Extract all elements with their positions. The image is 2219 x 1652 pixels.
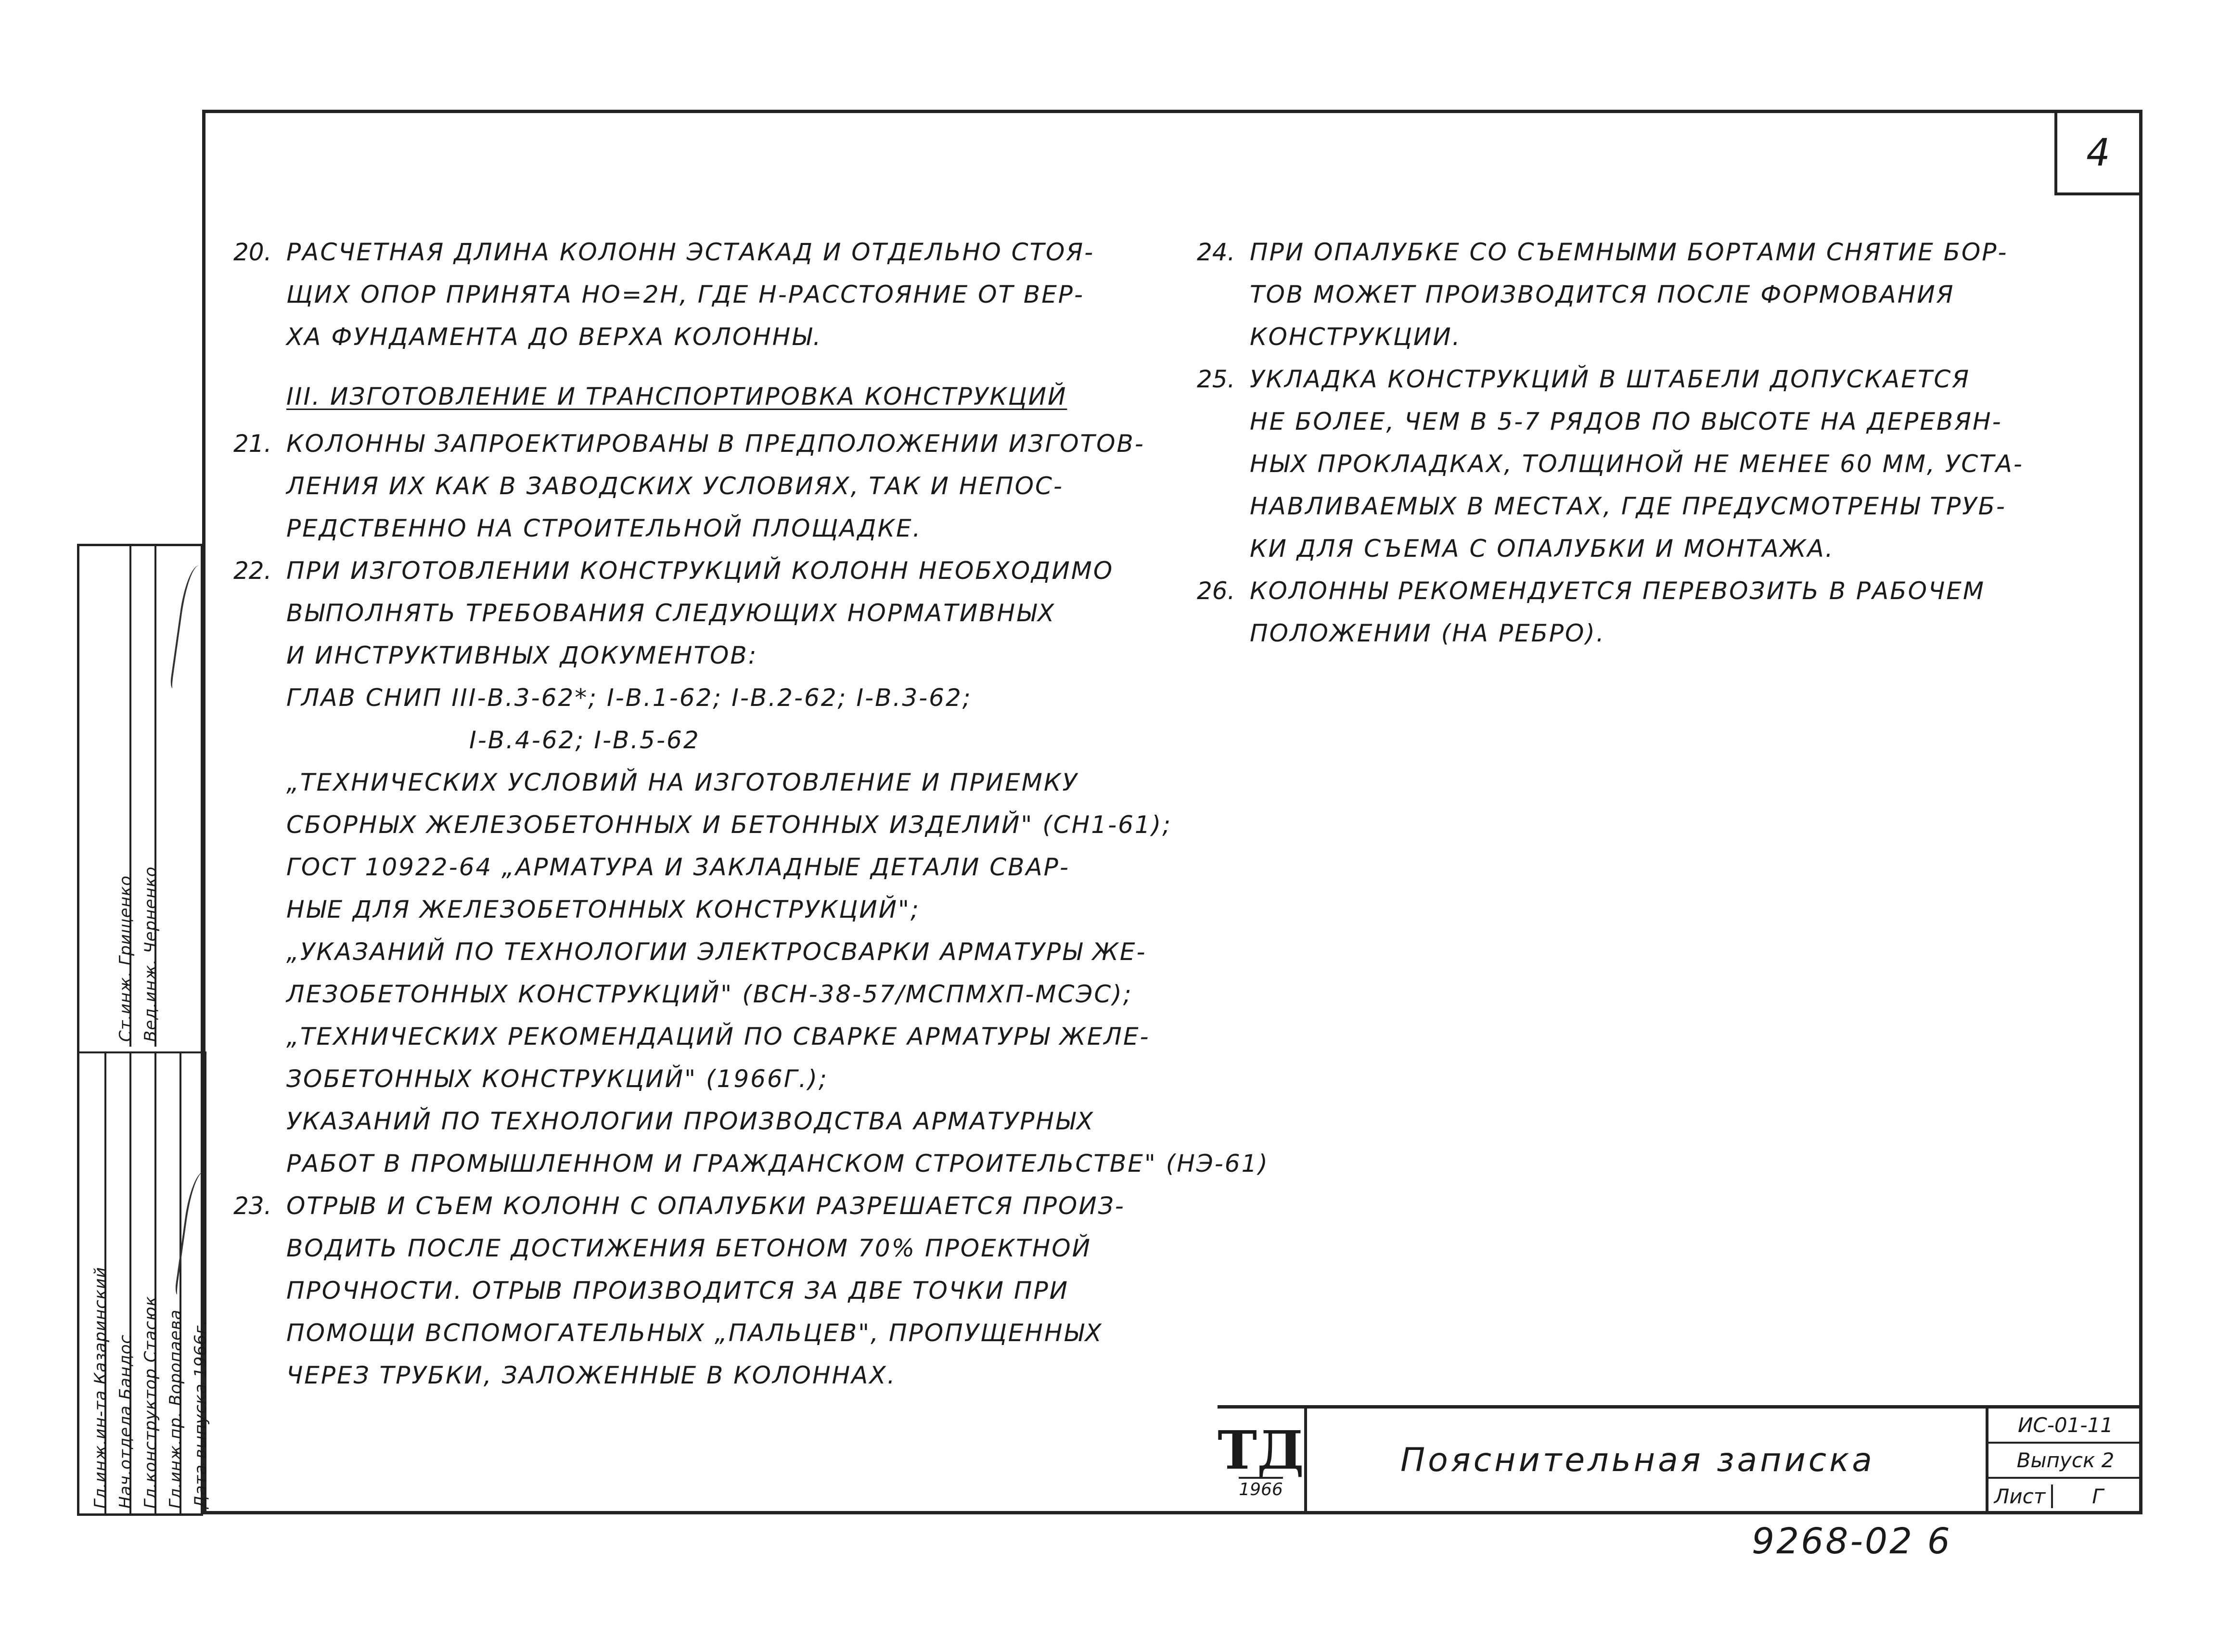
item-body — [1250, 231, 2111, 358]
text-line: КОЛОННЫ РЕКОМЕНДУЕТСЯ ПЕРЕВОЗИТЬ В РАБОЧЕМ — [1250, 577, 1985, 605]
text-line: КОНСТРУКЦИИ. — [1250, 323, 1462, 351]
text-line: СБОРНЫХ ЖЕЛЕЗОБЕТОННЫХ И БЕТОННЫХ ИЗДЕЛИЙ" (СН1-61); — [286, 811, 1172, 839]
text-line: ПРИ ИЗГОТОВЛЕНИИ КОНСТРУКЦИЙ КОЛОНН НЕОБХОДИМО — [286, 557, 1114, 585]
stamp-text: Вед.инж. Черненко — [141, 866, 160, 1042]
item-number: 21. — [233, 430, 272, 458]
paragraph-item — [233, 231, 1196, 358]
item-number: 23. — [233, 1192, 272, 1220]
sheet-row — [1988, 1479, 2142, 1514]
item-number: 24. — [1197, 238, 1235, 266]
paragraph-item — [233, 1185, 1196, 1396]
logo-mark: ТД — [1218, 1419, 1304, 1481]
stamp-text: Гл.инж.ин-та Казаринский — [91, 1267, 110, 1509]
stamp-text: Ст.инж. Грищенко — [116, 875, 135, 1042]
item-body — [286, 550, 1269, 1185]
publisher-logo — [1218, 1409, 1307, 1514]
sheet-title: Пояснительная записка — [1400, 1441, 1875, 1479]
stamp-column — [129, 1051, 160, 1513]
stamp-column — [79, 1051, 110, 1513]
text-line: ПОЛОЖЕНИИ (НА РЕБРО). — [1250, 619, 1605, 647]
document-number: 9268-02 6 — [1752, 1521, 1952, 1562]
drawing-frame — [202, 110, 2142, 1514]
right-items — [1197, 231, 2111, 654]
stamp-column-upper — [129, 546, 160, 1047]
stamp-text: Гл.конструктор Стасюк — [141, 1295, 160, 1509]
text-line: И ИНСТРУКТИВНЫХ ДОКУМЕНТОВ: — [286, 641, 758, 669]
text-line: ЗОБЕТОННЫХ КОНСТРУКЦИЙ" (1966Г.); — [286, 1065, 828, 1093]
paragraph-item — [1197, 570, 2111, 654]
paragraph-item — [233, 423, 1196, 550]
paragraph-item — [1197, 358, 2111, 570]
text-line: РАСЧЕТНАЯ ДЛИНА КОЛОНН ЭСТАКАД И ОТДЕЛЬНО СТОЯ- — [286, 238, 1095, 266]
text-line: ОТРЫВ И СЪЕМ КОЛОНН С ОПАЛУБКИ РАЗРЕШАЕТСЯ ПРОИЗ- — [286, 1192, 1125, 1220]
item-number: 20. — [233, 238, 272, 266]
text-line: ЧЕРЕЗ ТРУБКИ, ЗАЛОЖЕННЫЕ В КОЛОННАХ. — [286, 1361, 897, 1389]
text-line: ПРИ ОПАЛУБКЕ СО СЪЕМНЫМИ БОРТАМИ СНЯТИЕ БОР- — [1250, 238, 2008, 266]
text-line: ГОСТ 10922-64 „АРМАТУРА И ЗАКЛАДНЫЕ ДЕТАЛИ СВАР- — [286, 853, 1070, 881]
text-line: ПОМОЩИ ВСПОМОГАТЕЛЬНЫХ „ПАЛЬЦЕВ", ПРОПУЩЕННЫХ — [286, 1319, 1103, 1347]
item-body — [1250, 358, 2111, 570]
stamp-divider — [79, 1051, 201, 1053]
text-line: ВЫПОЛНЯТЬ ТРЕБОВАНИЯ СЛЕДУЮЩИХ НОРМАТИВНЫХ — [286, 599, 1056, 627]
text-line: ГЛАВ СНИП III-В.3-62*; I-В.1-62; I-В.2-62; I-В.3-62; — [286, 684, 972, 712]
stamp-column-upper — [104, 546, 135, 1047]
text-line: КОЛОННЫ ЗАПРОЕКТИРОВАНЫ В ПРЕДПОЛОЖЕНИИ ИЗГОТОВ- — [286, 430, 1145, 458]
stamp-text: Гл.инж.пр. Воропаева — [166, 1309, 185, 1509]
item-body — [286, 1185, 1196, 1396]
code-cell — [1986, 1409, 2142, 1514]
item-number: 26. — [1197, 577, 1235, 605]
text-line: ПРОЧНОСТИ. ОТРЫВ ПРОИЗВОДИТСЯ ЗА ДВЕ ТОЧКИ ПРИ — [286, 1277, 1069, 1305]
text-line: НЫХ ПРОКЛАДКАХ, ТОЛЩИНОЙ НЕ МЕНЕЕ 60 ММ, УСТА- — [1250, 450, 2024, 478]
text-line: I-В.4-62; I-В.5-62 — [469, 726, 700, 754]
text-line: ЛЕЗОБЕТОННЫХ КОНСТРУКЦИЙ" (ВСН-38-57/МСПМХП-МСЭС); — [286, 980, 1133, 1008]
text-line: „ТЕХНИЧЕСКИХ УСЛОВИЙ НА ИЗГОТОВЛЕНИЕ И ПРИЕМКУ — [286, 768, 1078, 796]
logo-year: 1966 — [1239, 1477, 1283, 1499]
stamp-text: Нач.отдела Бандос — [116, 1334, 135, 1509]
text-line: ХА ФУНДАМЕНТА ДО ВЕРХА КОЛОННЫ. — [286, 323, 822, 351]
item-body — [286, 423, 1196, 550]
text-line: РЕДСТВЕННО НА СТРОИТЕЛЬНОЙ ПЛОЩАДКЕ. — [286, 514, 922, 542]
text-line: „УКАЗАНИЙ ПО ТЕХНОЛОГИИ ЭЛЕКТРОСВАРКИ АРМАТУРЫ ЖЕ- — [286, 938, 1147, 966]
paragraph-item — [1197, 231, 2111, 358]
signature-stamp — [77, 544, 210, 1516]
issue-label: Выпуск 2 — [1988, 1444, 2142, 1479]
text-line: ТОВ МОЖЕТ ПРОИЗВОДИТСЯ ПОСЛЕ ФОРМОВАНИЯ — [1250, 281, 1955, 308]
text-line: НЫЕ ДЛЯ ЖЕЛЕЗОБЕТОННЫХ КОНСТРУКЦИЙ"; — [286, 896, 920, 923]
sheet-label: Лист — [1988, 1485, 2053, 1508]
section-title: III. ИЗГОТОВЛЕНИЕ И ТРАНСПОРТИРОВКА КОНСТРУКЦИЙ — [286, 383, 1067, 410]
text-line: УКЛАДКА КОНСТРУКЦИЙ В ШТАБЕЛИ ДОПУСКАЕТСЯ — [1250, 365, 1971, 393]
item-body — [286, 231, 1196, 358]
item-number: 25. — [1197, 365, 1235, 393]
text-line: РАБОТ В ПРОМЫШЛЕННОМ И ГРАЖДАНСКОМ СТРОИТЕЛЬСТВЕ" (НЭ-61) — [286, 1150, 1269, 1178]
stamp-text: Дата выпуска 1966г. — [191, 1319, 210, 1509]
item-number: 22. — [233, 557, 272, 585]
paragraph-item — [233, 550, 1269, 1185]
text-line: НАВЛИВАЕМЫХ В МЕСТАХ, ГДЕ ПРЕДУСМОТРЕНЫ ТРУБ- — [1250, 492, 2006, 520]
text-line: НЕ БОЛЕЕ, ЧЕМ В 5-7 РЯДОВ ПО ВЫСОТЕ НА ДЕРЕВЯН- — [1250, 408, 2002, 435]
page-number: 4 — [2054, 113, 2139, 195]
item-body — [1250, 570, 2111, 654]
text-line: УКАЗАНИЙ ПО ТЕХНОЛОГИИ ПРОИЗВОДСТВА АРМАТУРНЫХ — [286, 1107, 1095, 1135]
series-code: ИС-01-11 — [1988, 1409, 2142, 1444]
stamp-column — [104, 1051, 135, 1513]
sheet-value: Г — [2092, 1485, 2104, 1508]
text-line: ЩИХ ОПОР ПРИНЯТА НО=2Н, ГДЕ Н-РАССТОЯНИЕ ОТ ВЕР- — [286, 281, 1084, 308]
text-line: „ТЕХНИЧЕСКИХ РЕКОМЕНДАЦИЙ ПО СВАРКЕ АРМАТУРЫ ЖЕЛЕ- — [286, 1023, 1150, 1050]
text-line: ЛЕНИЯ ИХ КАК В ЗАВОДСКИХ УСЛОВИЯХ, ТАК И НЕПОС- — [286, 472, 1064, 500]
title-block — [1218, 1405, 2142, 1514]
text-line: КИ ДЛЯ СЪЕМА С ОПАЛУБКИ И МОНТАЖА. — [1250, 535, 1834, 563]
right-text-column — [1197, 231, 2111, 654]
text-line: ВОДИТЬ ПОСЛЕ ДОСТИЖЕНИЯ БЕТОНОМ 70% ПРОЕКТНОЙ — [286, 1234, 1092, 1262]
